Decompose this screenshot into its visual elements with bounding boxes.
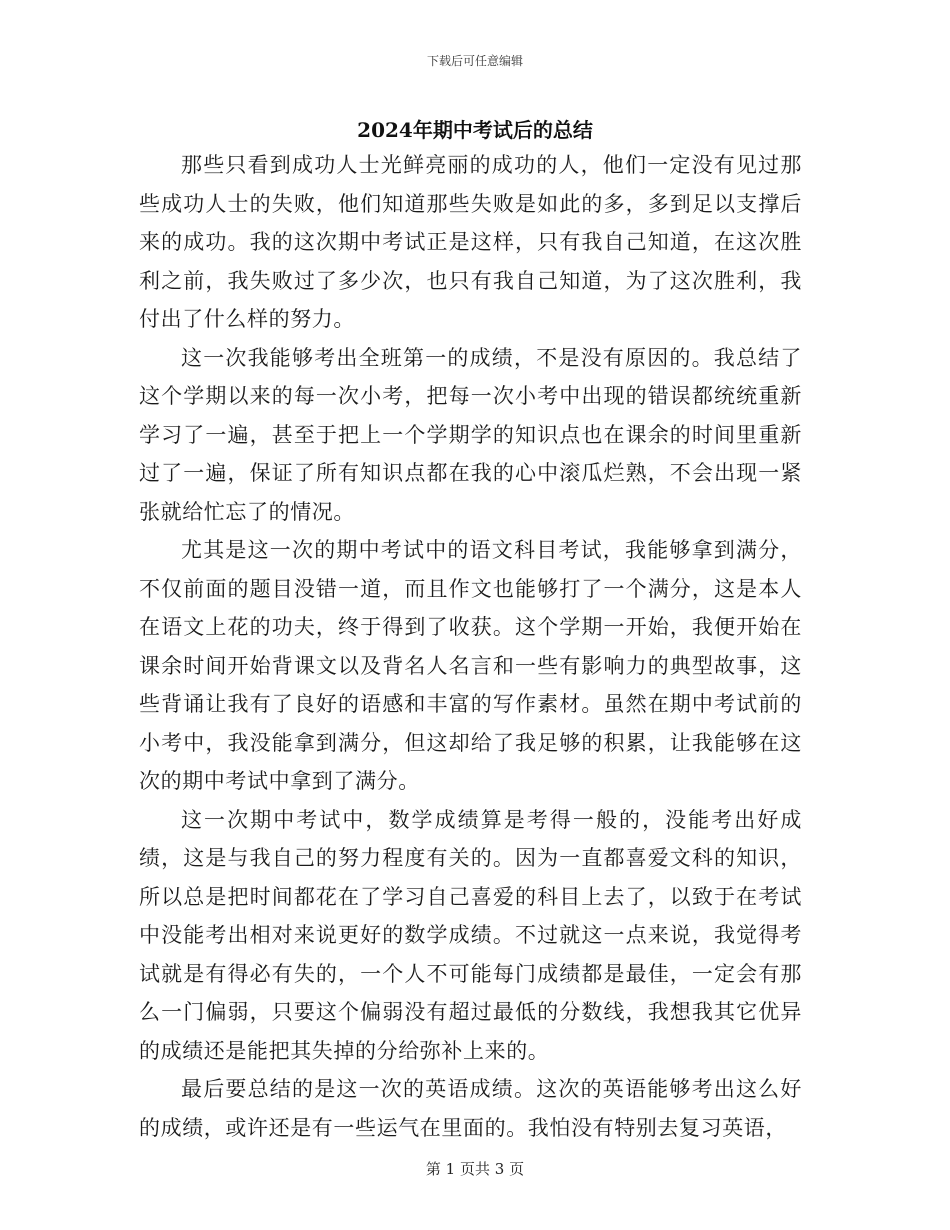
header-note: 下载后可任意编辑 [426,54,523,68]
paragraph-1: 那些只看到成功人士光鲜亮丽的成功的人，他们一定没有见过那些成功人士的失败，他们知道那些失败是如此的多，多到足以支撑后来的成功。我的这次期中考试正是这样，只有我自己知道，在这次胜利之前，我失败过了多少次，也只有我自己知道，为了这次胜利，我付出了什么样的努力。 [139,153,802,331]
page-number: 第 1 页共 3 页 [425,1160,525,1178]
paragraph-5: 最后要总结的是这一次的英语成绩。这次的英语能够考出这么好的成绩，或许还是有一些运气在里面的。我怕没有特别去复习英语， [139,1077,802,1140]
paragraph-3: 尤其是这一次的期中考试中的语文科目考试，我能够拿到满分，不仅前面的题目没错一道，而且作文也能够打了一个满分，这是本人在语文上花的功夫，终于得到了收获。这个学期一开始，我便开始在课余时间开始背课文以及背名人名言和一些有影响力的典型故事，这些背诵让我有了良好的语感和丰富的写作素材。虽然在期中考试前的小考中，我没能拿到满分，但这却给了我足够的积累，让我能够在这次的期中考试中拿到了满分。 [139,538,802,793]
document-body [139,146,802,1147]
paragraph-2: 这一次我能够考出全班第一的成绩，不是没有原因的。我总结了这个学期以来的每一次小考，把每一次小考中出现的错误都统统重新学习了一遍，甚至于把上一个学期学的知识点也在课余的时间里重新过了一遍，保证了所有知识点都在我的心中滚瓜烂熟，不会出现一紧张就给忙忘了的情况。 [139,345,802,524]
paragraph-4: 这一次期中考试中，数学成绩算是考得一般的，没能考出好成绩，这是与我自己的努力程度有关的。因为一直都喜爱文科的知识，所以总是把时间都花在了学习自己喜爱的科目上去了，以致于在考试中没能考出相对来说更好的数学成绩。不过就这一点来说，我觉得考试就是有得必有失的，一个人不可能每门成绩都是最佳，一定会有那么一门偏弱，只要这个偏弱没有超过最低的分数线，我想我其它优异的成绩还是能把其失掉的分给弥补上来的。 [139,807,802,1063]
document-title: 2024年期中考试后的总结 [357,118,593,142]
